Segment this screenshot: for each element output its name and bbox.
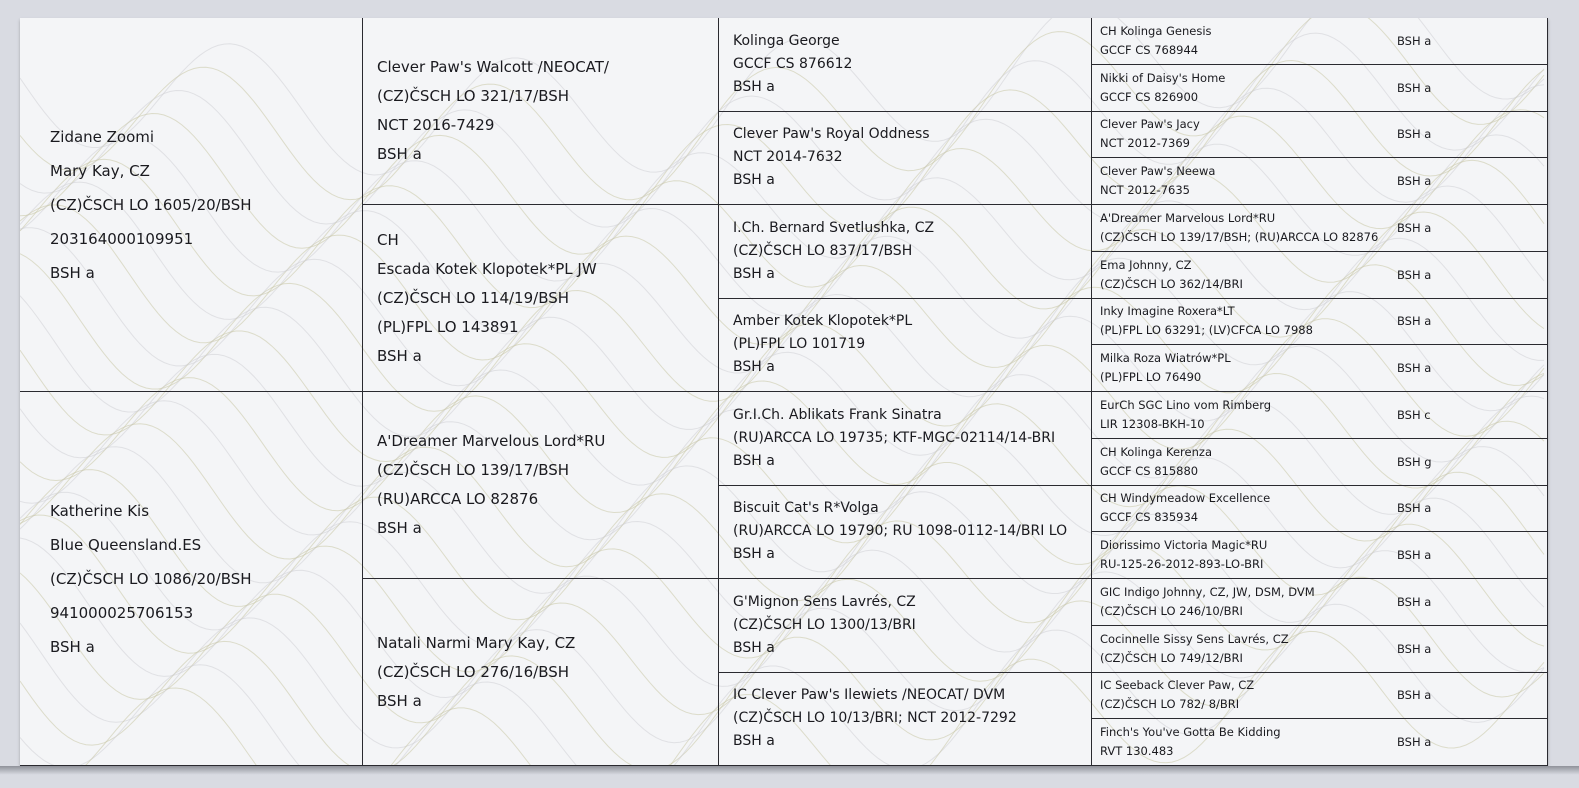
- breed-code: BSH a: [1397, 735, 1432, 750]
- cell-text-line: (PL)FPL LO 63291; (LV)CFCA LO 7988: [1100, 323, 1313, 338]
- breed-code: BSH a: [1397, 314, 1432, 329]
- ancestor-text: [1092, 69, 1393, 107]
- cell-text-line: BSH a: [50, 637, 95, 656]
- breed-code: BSH a: [1397, 33, 1432, 48]
- cell-text-line: NCT 2014-7632: [733, 149, 843, 166]
- breed-code: BSH a: [1397, 127, 1432, 142]
- cell-text-line: Milka Roza Wiatrów*PL: [1100, 351, 1231, 366]
- cell-text-line: EurCh SGC Lino vom Rimberg: [1100, 397, 1272, 412]
- cell-text-line: Nikki of Daisy's Home: [1100, 70, 1226, 85]
- cell-text-line: G'Mignon Sens Lavrés, CZ: [733, 593, 916, 610]
- cell-text-line: (PL)FPL LO 76490: [1100, 370, 1202, 385]
- cell-text-line: BSH a: [50, 263, 95, 282]
- cell-text-line: GCCF CS 835934: [1100, 510, 1199, 525]
- parent-cell: [20, 392, 363, 766]
- ancestor-text: [1092, 22, 1393, 60]
- ancestor-text: [1092, 162, 1393, 200]
- cell-text-line: Inky Imagine Roxera*LT: [1100, 304, 1235, 319]
- breed-code: BSH a: [1397, 501, 1432, 516]
- cell-text-line: Zidane Zoomi: [50, 127, 155, 146]
- cell-text-line: (RU)ARCCA LO 19735; KTF-MGC-02114/14-BRI: [733, 429, 1056, 446]
- cell-text-line: NCT 2016-7429: [377, 116, 495, 134]
- cell-text-line: BSH a: [733, 452, 775, 469]
- great-great-grandparent-cell: [1092, 18, 1548, 65]
- great-grandparent-cell: [719, 392, 1092, 486]
- cell-text-line: Mary Kay, CZ: [50, 161, 150, 180]
- breed-code: BSH a: [1397, 361, 1432, 376]
- cell-text-line: Finch's You've Gotta Be Kidding: [1100, 725, 1281, 740]
- great-great-grandparent-cell: [1092, 345, 1548, 392]
- cell-text-line: Diorissimo Victoria Magic*RU: [1100, 538, 1268, 553]
- cell-text-line: Biscuit Cat's R*Volga: [733, 500, 879, 517]
- cell-text-line: Clever Paw's Neewa: [1100, 164, 1216, 179]
- cell-text-line: GCCF CS 815880: [1100, 463, 1199, 478]
- cell-text-line: BSH a: [377, 691, 422, 710]
- cell-text-line: Amber Kotek Klopotek*PL: [733, 313, 913, 330]
- great-great-grandparent-cell: [1092, 392, 1548, 439]
- great-grandparent-cell: [719, 673, 1092, 767]
- great-great-grandparent-cell: [1092, 719, 1548, 766]
- ancestor-text: [1092, 349, 1393, 387]
- ancestor-text: [1092, 583, 1393, 621]
- cell-text-line: (RU)ARCCA LO 82876: [377, 490, 539, 508]
- cell-text-line: Katherine Kis: [50, 501, 150, 520]
- cell-text-line: Clever Paw's Jacy: [1100, 117, 1200, 132]
- ancestor-text: [1092, 256, 1393, 294]
- cell-text-line: BSH a: [733, 172, 775, 189]
- ancestor-text: [1092, 536, 1393, 574]
- cell-text-line: GIC Indigo Johnny, CZ, JW, DSM, DVM: [1100, 584, 1315, 599]
- cell-text-line: Natali Narmi Mary Kay, CZ: [377, 633, 576, 652]
- breed-code: BSH a: [1397, 267, 1432, 282]
- great-grandparent-cell: [719, 112, 1092, 206]
- ancestor-text: [1092, 209, 1393, 247]
- ancestor-text: [1092, 302, 1393, 340]
- cell-text-line: Clever Paw's Royal Oddness: [733, 126, 930, 143]
- breed-code: BSH a: [1397, 688, 1432, 703]
- cell-text-line: BSH a: [733, 265, 775, 282]
- cell-text-line: CH Kolinga Kerenza: [1100, 444, 1212, 459]
- grandparent-cell: [363, 18, 719, 205]
- cell-text-line: A'Dreamer Marvelous Lord*RU: [377, 432, 606, 450]
- cell-text-line: Clever Paw's Walcott /NEOCAT/: [377, 58, 609, 76]
- breed-code: BSH a: [1397, 174, 1432, 189]
- cell-text-line: RU-125-26-2012-893-LO-BRI: [1100, 557, 1264, 572]
- ancestor-text: [1092, 723, 1393, 761]
- cell-text-line: (CZ)ČSCH LO 1605/20/BSH: [50, 195, 252, 214]
- cell-text-line: GCCF CS 768944: [1100, 42, 1199, 57]
- great-great-grandparent-cell: [1092, 579, 1548, 626]
- cell-text-line: (PL)FPL LO 143891: [377, 317, 519, 336]
- cell-text-line: Cocinnelle Sissy Sens Lavrés, CZ: [1100, 631, 1289, 646]
- breed-code: BSH a: [1397, 80, 1432, 95]
- cell-text-line: BSH a: [733, 639, 775, 656]
- cell-text-line: A'Dreamer Marvelous Lord*RU: [1100, 210, 1276, 225]
- breed-code: BSH a: [1397, 548, 1432, 563]
- breed-code: BSH a: [1397, 594, 1432, 609]
- grandparent-cell: [363, 392, 719, 579]
- breed-code: BSH c: [1397, 407, 1431, 422]
- cell-text-line: LIR 12308-BKH-10: [1100, 416, 1205, 431]
- cell-text-line: (CZ)ČSCH LO 10/13/BRI; NCT 2012-7292: [733, 710, 1017, 727]
- cell-text-line: NCT 2012-7635: [1100, 183, 1190, 198]
- cell-text-line: IC Seeback Clever Paw, CZ: [1100, 678, 1255, 693]
- great-great-grandparent-cell: [1092, 673, 1548, 720]
- cell-text-line: RVT 130.483: [1100, 744, 1174, 759]
- ancestor-text: [1092, 676, 1393, 714]
- great-great-grandparent-cell: [1092, 252, 1548, 299]
- cell-text-line: CH Windymeadow Excellence: [1100, 491, 1271, 506]
- great-great-grandparent-cell: [1092, 299, 1548, 346]
- cell-text-line: BSH a: [733, 78, 775, 95]
- cell-text-line: BSH a: [733, 359, 775, 376]
- ancestor-text: [1092, 443, 1393, 481]
- cell-text-line: 203164000109951: [50, 229, 194, 248]
- great-grandparent-cell: [719, 579, 1092, 673]
- cell-text-line: (CZ)ČSCH LO 139/17/BSH; (RU)ARCCA LO 82876: [1100, 229, 1379, 244]
- cell-text-line: BSH a: [377, 346, 422, 365]
- cell-text-line: I.Ch. Bernard Svetlushka, CZ: [733, 219, 935, 236]
- cell-text-line: BSH a: [377, 145, 422, 163]
- cell-text-line: GCCF CS 826900: [1100, 89, 1199, 104]
- ancestor-text: [1092, 115, 1393, 153]
- cell-text-line: Blue Queensland.ES: [50, 535, 202, 554]
- cell-text-line: Escada Kotek Klopotek*PL JW: [377, 259, 597, 278]
- cell-text-line: BSH a: [733, 546, 775, 563]
- great-great-grandparent-cell: [1092, 205, 1548, 252]
- cell-text-line: (CZ)ČSCH LO 837/17/BSH: [733, 242, 913, 259]
- cell-text-line: (CZ)ČSCH LO 1086/20/BSH: [50, 569, 252, 588]
- cell-text-line: (CZ)ČSCH LO 246/10/BRI: [1100, 603, 1243, 618]
- cell-text-line: CH: [377, 230, 399, 249]
- cell-text-line: 941000025706153: [50, 603, 194, 622]
- great-grandparent-cell: [719, 486, 1092, 580]
- cell-text-line: (CZ)ČSCH LO 1300/13/BRI: [733, 616, 916, 633]
- ancestor-text: [1092, 489, 1393, 527]
- great-great-grandparent-cell: [1092, 626, 1548, 673]
- ancestor-text: [1092, 396, 1393, 434]
- grandparent-cell: [363, 205, 719, 392]
- great-grandparent-cell: [719, 205, 1092, 299]
- breed-code: BSH a: [1397, 220, 1432, 235]
- cell-text-line: NCT 2012-7369: [1100, 136, 1190, 151]
- cell-text-line: IC Clever Paw's Ilewiets /NEOCAT/ DVM: [733, 687, 1006, 704]
- cell-text-line: Gr.I.Ch. Ablikats Frank Sinatra: [733, 406, 942, 423]
- cell-text-line: BSH a: [377, 519, 422, 537]
- cell-text-line: (CZ)ČSCH LO 321/17/BSH: [377, 87, 570, 105]
- grandparent-cell: [363, 579, 719, 766]
- cell-text-line: GCCF CS 876612: [733, 55, 853, 72]
- great-great-grandparent-cell: [1092, 65, 1548, 112]
- page-shadow: [0, 766, 1579, 788]
- cell-text-line: (CZ)ČSCH LO 362/14/BRI: [1100, 276, 1243, 291]
- great-great-grandparent-cell: [1092, 486, 1548, 533]
- breed-code: BSH a: [1397, 641, 1432, 656]
- cell-text-line: (CZ)ČSCH LO 782/ 8/BRI: [1100, 697, 1240, 712]
- cell-text-line: (CZ)ČSCH LO 114/19/BSH: [377, 288, 570, 307]
- cell-text-line: (CZ)ČSCH LO 276/16/BSH: [377, 662, 570, 681]
- great-great-grandparent-cell: [1092, 439, 1548, 486]
- parent-cell: [20, 18, 363, 392]
- great-great-grandparent-cell: [1092, 158, 1548, 205]
- cell-text-line: (CZ)ČSCH LO 139/17/BSH: [377, 461, 570, 479]
- ancestor-text: [1092, 630, 1393, 668]
- cell-text-line: Ema Johnny, CZ: [1100, 257, 1192, 272]
- breed-code: BSH g: [1397, 454, 1432, 469]
- cell-text-line: BSH a: [733, 733, 775, 750]
- cell-text-line: Kolinga George: [733, 32, 840, 49]
- great-grandparent-cell: [719, 18, 1092, 112]
- great-great-grandparent-cell: [1092, 112, 1548, 159]
- cell-text-line: (RU)ARCCA LO 19790; RU 1098-0112-14/BRI LO: [733, 523, 1068, 540]
- great-great-grandparent-cell: [1092, 532, 1548, 579]
- cell-text-line: (CZ)ČSCH LO 749/12/BRI: [1100, 650, 1243, 665]
- cell-text-line: (PL)FPL LO 101719: [733, 336, 866, 353]
- pedigree-sheet: [20, 18, 1548, 766]
- cell-text-line: CH Kolinga Genesis: [1100, 23, 1212, 38]
- great-grandparent-cell: [719, 299, 1092, 393]
